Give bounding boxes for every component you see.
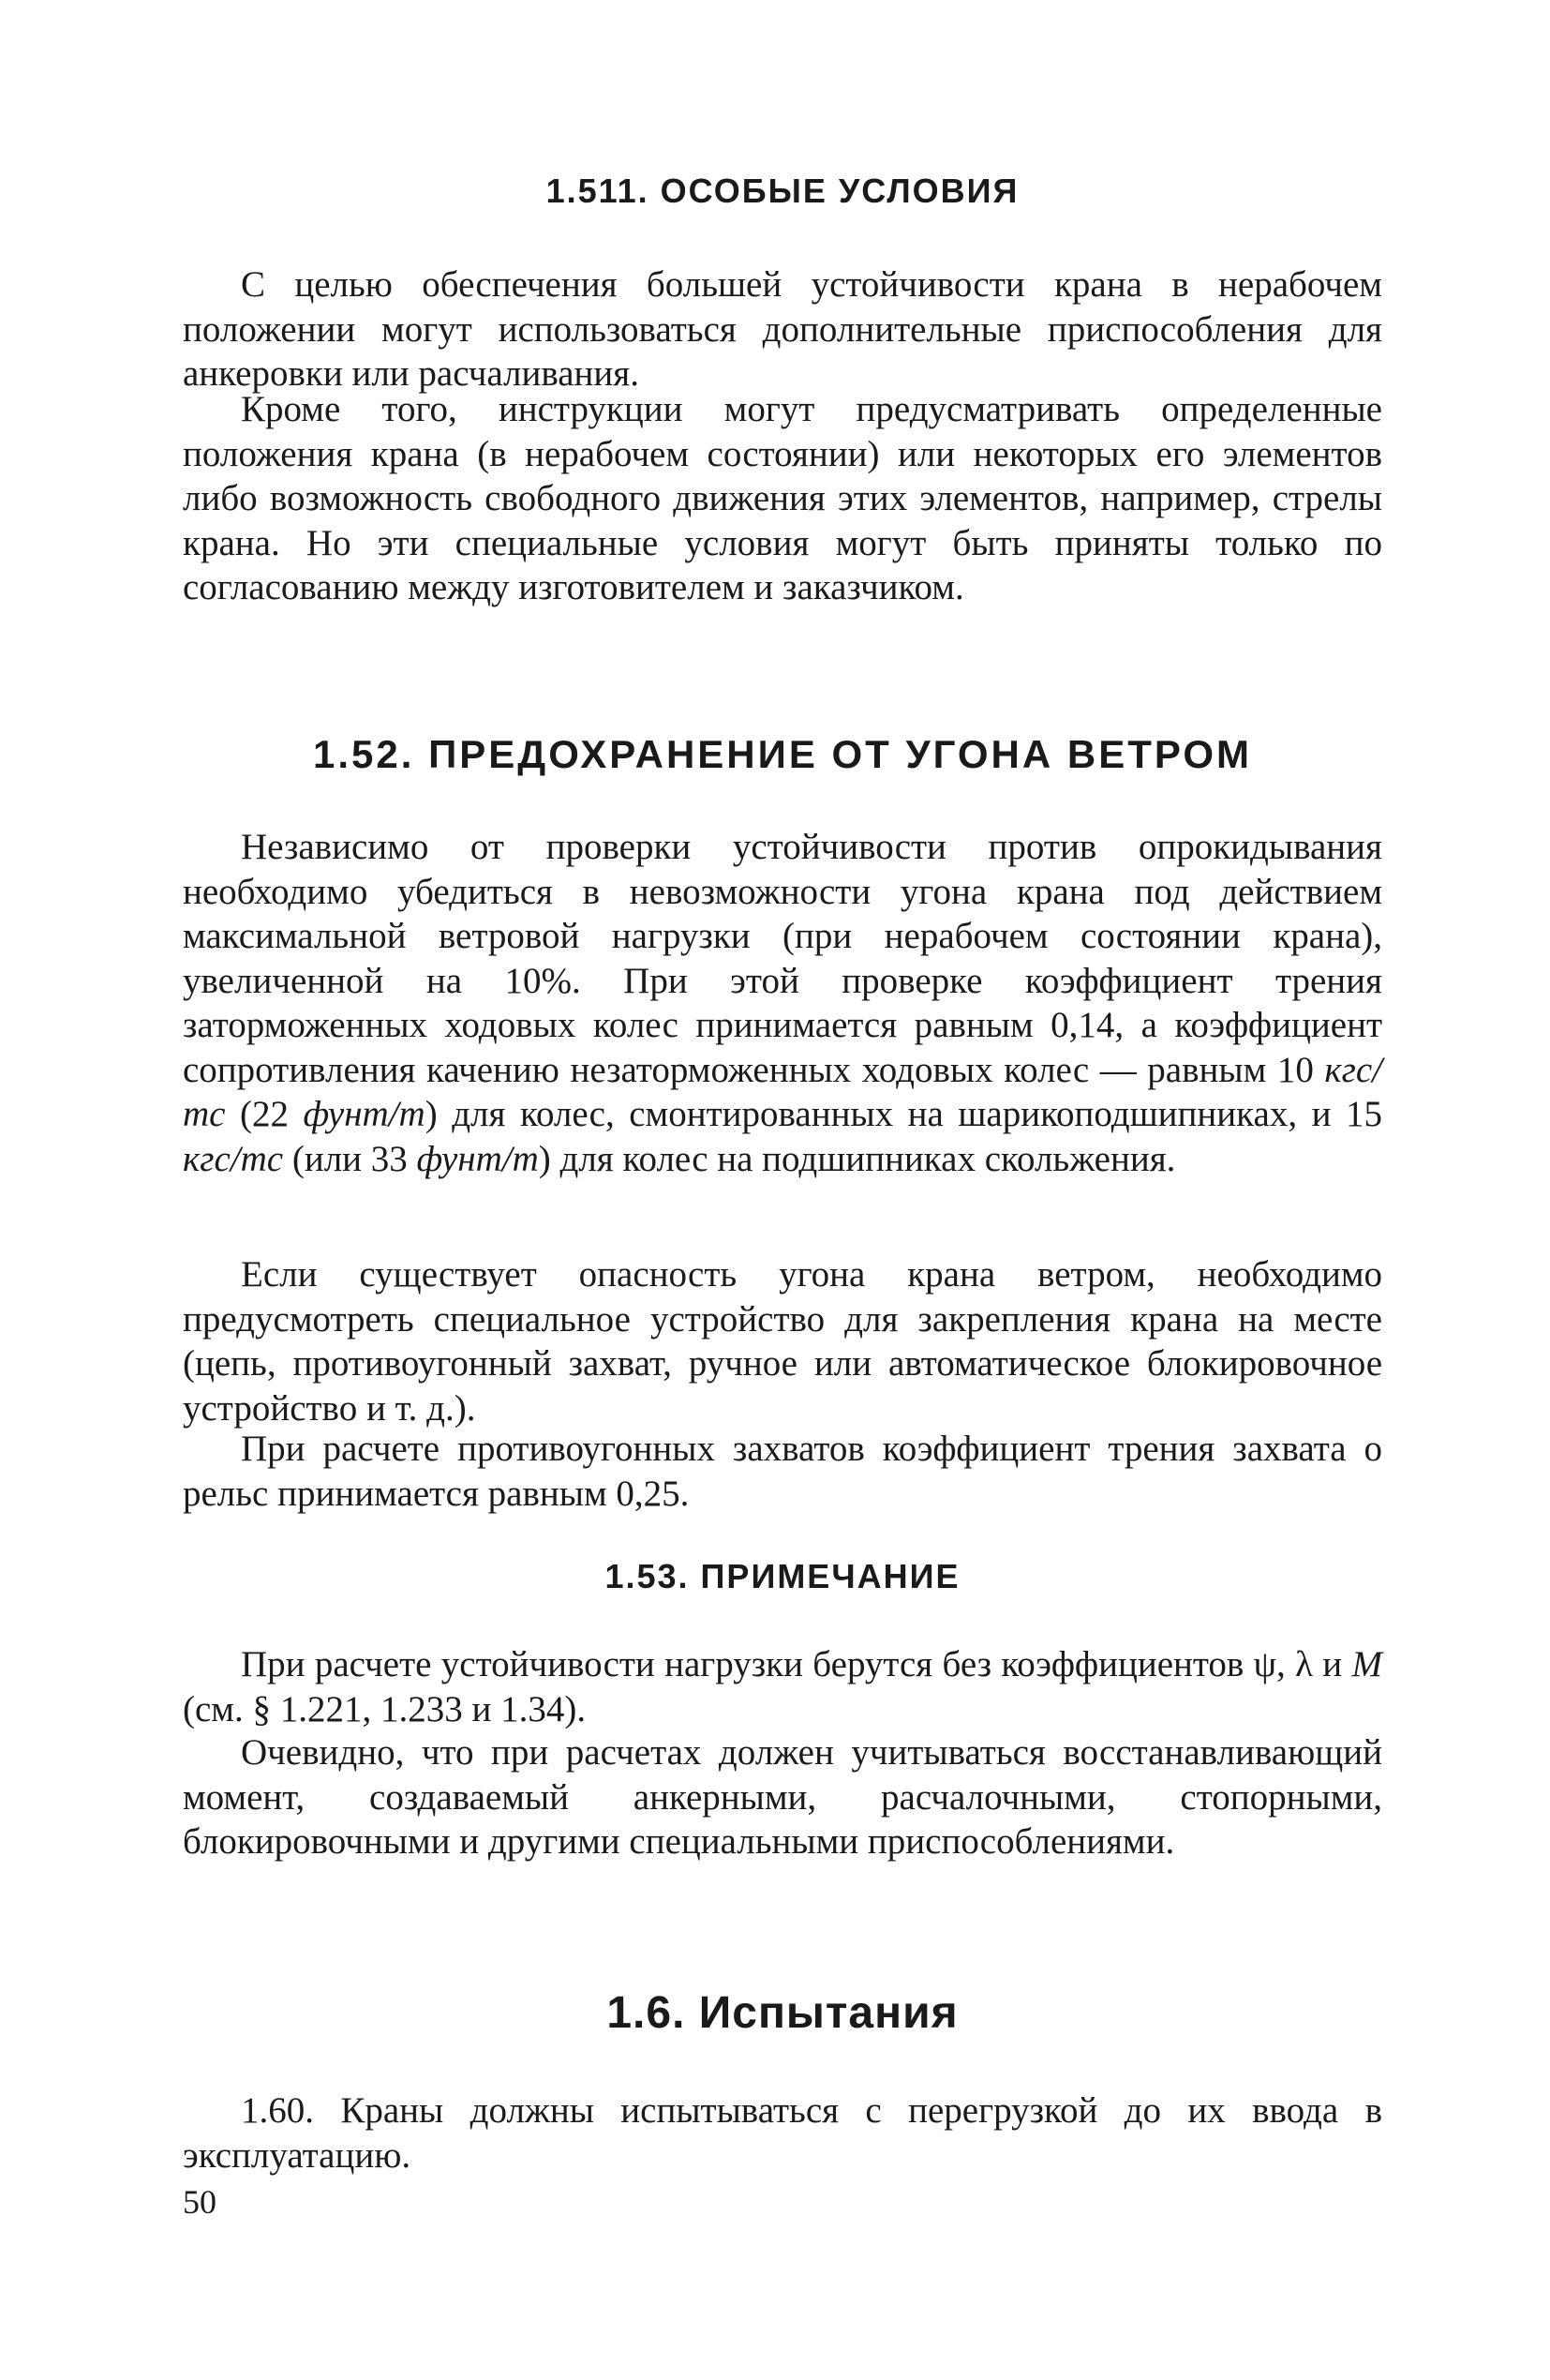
heading-16: 1.6. Испытания <box>606 1988 959 2038</box>
paragraph-153-1: При расчете устойчивости нагрузки берутся без коэффициентов ψ, λ и М (см. § 1.221, 1.233 и 1.34). <box>183 1644 1382 1729</box>
paragraph-152-3: При расчете противоугонных захватов коэффициент трения захвата о рельс принимается равным 0,25. <box>183 1429 1382 1514</box>
unit-funt-t: фунт/т <box>416 1138 539 1179</box>
paragraph-152-2: Если существует опасность угона крана ветром, необходимо предусмотреть специальное устройство для закрепления крана на месте (цепь, противоугонный захват, ручное или автоматическое блокировочное устройство и т. д.). <box>183 1254 1382 1429</box>
paragraph-1511-2: Кроме того, инструкции могут предусматривать определенные положения крана (в нерабочем состоянии) или некоторых его элементов либо возможность свободного движения этих элементов, например, стрелы крана. Но эти специальные условия могут быть приняты только по согласованию между изготовителем и заказчиком. <box>183 389 1382 607</box>
paragraph-16-1: 1.60. Краны должны испытываться с перегрузкой до их ввода в эксплуатацию. <box>183 2090 1382 2176</box>
unit-funt-t: фунт/т <box>303 1094 425 1134</box>
unit-kgs-ts: кгс/тс <box>183 1049 1382 1134</box>
heading-153: 1.53. ПРИМЕЧАНИЕ <box>604 1557 961 1595</box>
heading-152: 1.52. ПРЕДОХРАНЕНИЕ ОТ УГОНА ВЕТРОМ <box>313 732 1252 776</box>
symbol-m: М <box>1351 1644 1382 1684</box>
unit-kgs-ts: кгс/тс <box>183 1138 284 1179</box>
page-number: 50 <box>183 2183 216 2221</box>
heading-1511: 1.511. ОСОБЫЕ УСЛОВИЯ <box>545 172 1020 210</box>
paragraph-153-2: Очевидно, что при расчетах должен учитываться восстанавливающий момент, создаваемый анкерными, расчалочными, стопорными, блокировочными и другими специальными приспособлениями. <box>183 1732 1382 1862</box>
paragraph-152-1: Независимо от проверки устойчивости против опрокидывания необходимо убедиться в невозможности угона крана под действием максимальной ветровой нагрузки (при нерабочем состоянии крана), увеличенной на 10%. При этой проверке коэффициент трения заторможенных ходовых колес принимается равным 0,14, а коэффициент сопротивления качению незаторможенных ходовых колес — равным 10 кгс/тс (22 фунт/т) для колес, смонтированных на шарикоподшипниках, и 15 кгс/тс (или 33 фунт/т) для колес на подшипниках скольжения. <box>183 827 1382 1179</box>
paragraph-1511-1: С целью обеспечения большей устойчивости крана в нерабочем положении могут использоваться дополнительные приспособления для анкеровки или расчаливания. <box>183 264 1382 394</box>
document-page <box>183 0 1382 2380</box>
